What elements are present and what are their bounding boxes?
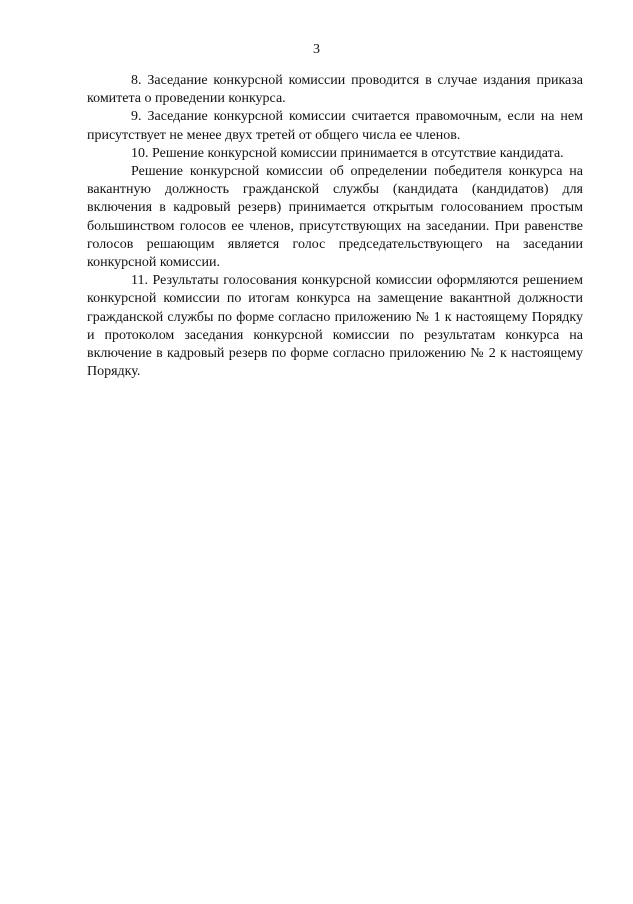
page-number: 3	[313, 42, 320, 57]
paragraph-item-11: 11. Результаты голосования конкурсной комиссии оформляются решением конкурсной комиссии по итогам конкурса на замещение вакантной должности гражданской службы по форме согласно приложению № 1 к настоящему Порядку и протоколом заседания конкурсной комиссии по результатам конкурса на включение в кадровый резерв по форме согласно приложению № 2 к настоящему Порядку.	[87, 273, 583, 380]
paragraph-item-9: 9. Заседание конкурсной комиссии считается правомочным, если на нем присутствует не менее двух третей от общего числа ее членов.	[87, 109, 583, 143]
document-body	[87, 72, 583, 381]
paragraph-item-10: 10. Решение конкурсной комиссии принимается в отсутствие кандидата.	[131, 145, 564, 161]
paragraph-item-8: 8. Заседание конкурсной комиссии проводится в случае издания приказа комитета о проведении конкурса.	[87, 73, 583, 107]
paragraph-decision-details: Решение конкурсной комиссии об определении победителя конкурса на вакантную должность гражданской службы (кандидата (кандидатов) для включения в кадровый резерв) принимается открытым голосованием простым большинством голосов ее членов, присутствующих на заседании. При равенстве голосов решающим является голос председательствующего на заседании конкурсной комиссии.	[87, 164, 583, 271]
